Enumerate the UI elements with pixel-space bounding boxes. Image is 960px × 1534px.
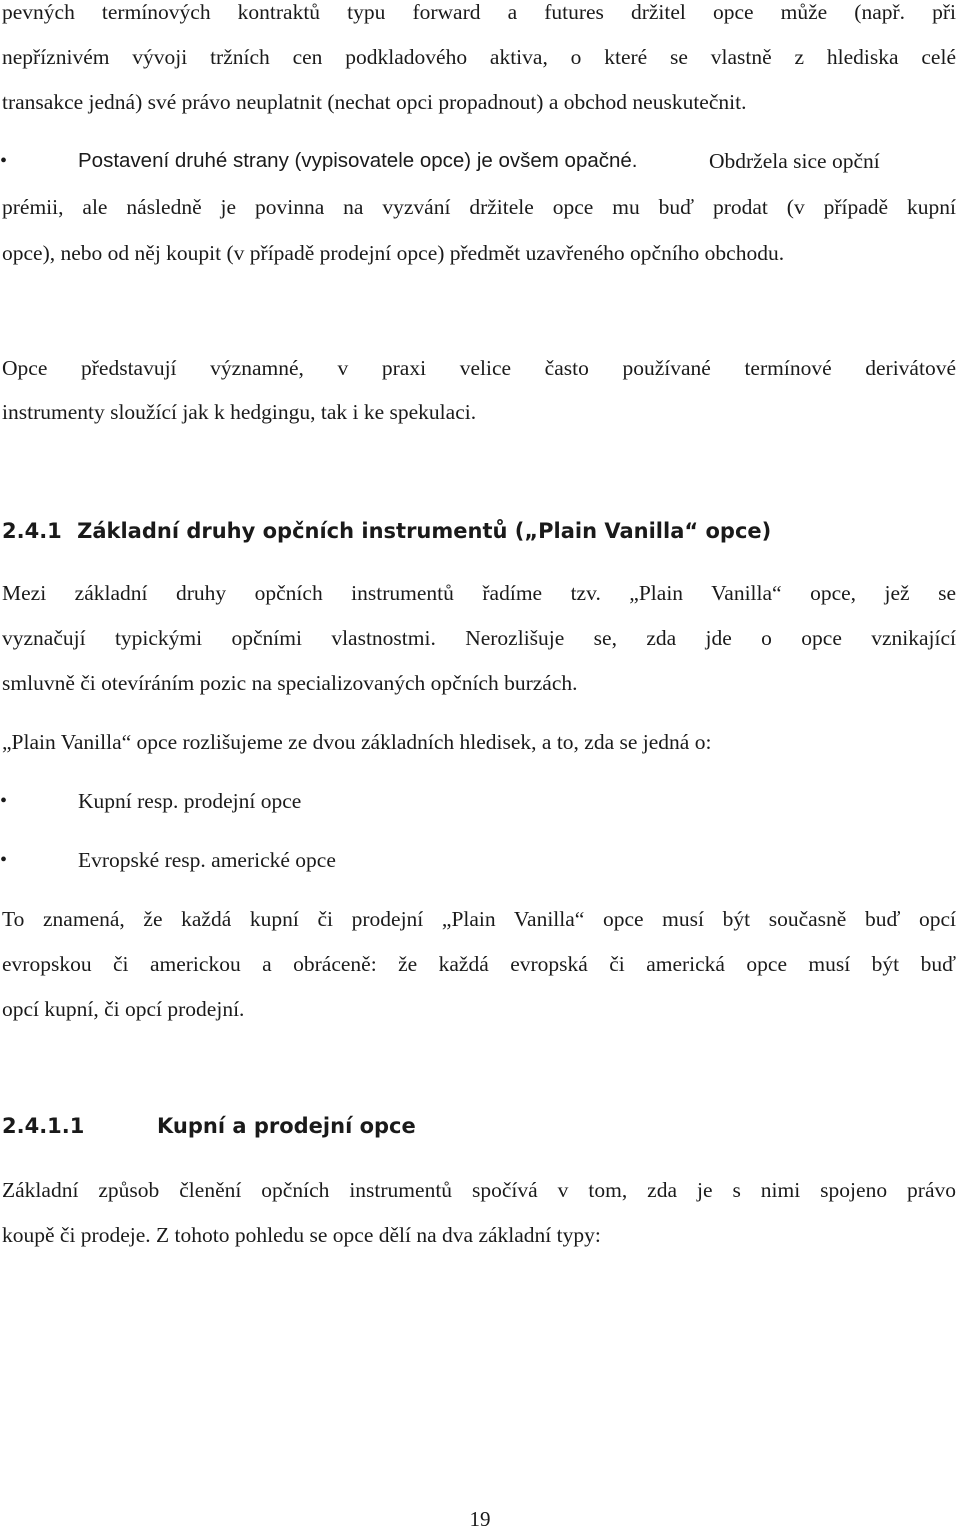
list-item — [0, 786, 956, 816]
section-title: Základní druhy opčních instrumentů („Plain Vanilla“ opce) — [77, 519, 772, 543]
instruments-line-1: Opce představují významné, v praxi velice často používané termínové derivátové — [2, 356, 956, 380]
bullet-writer-rest: Obdržela sice opční — [709, 149, 880, 173]
page-number: 19 — [469, 1507, 491, 1531]
section-number: 2.4.1.1 — [2, 1114, 85, 1138]
list-item-text: Kupní resp. prodejní opce — [78, 789, 302, 813]
intro-line-2: nepříznivém vývoji tržních cen podkladového aktiva, o které se vlastně z hlediska celé — [2, 45, 956, 69]
meaning-line-1: To znamená, že každá kupní či prodejní „Plain Vanilla“ opce musí být současně buď opcí — [2, 907, 956, 931]
section-heading-2-4-1-1 — [2, 1109, 416, 1143]
meaning-line-3: opcí kupní, či opcí prodejní. — [2, 997, 245, 1021]
bullet-marker: • — [0, 150, 8, 172]
plain-line-1: Mezi základní druhy opčních instrumentů řadíme tzv. „Plain Vanilla“ opce, jež se — [2, 581, 956, 605]
section-title: Kupní a prodejní opce — [157, 1114, 416, 1138]
bullet-marker: • — [0, 849, 8, 871]
aspects-intro: „Plain Vanilla“ opce rozlišujeme ze dvou základních hledisek, a to, zda se jedná o: — [2, 730, 712, 754]
writer-line-2: prémii, ale následně je povinna na vyzvání držitele opce mu buď prodat (v případě kupní — [2, 195, 956, 219]
bullet-marker: • — [0, 790, 8, 812]
meaning-line-2: evropskou či americkou a obráceně: že každá evropská či americká opce musí být buď — [2, 952, 956, 976]
basic-line-2: koupě či prodeje. Z tohoto pohledu se opce dělí na dva základní typy: — [2, 1223, 601, 1247]
section-number: 2.4.1 — [2, 519, 62, 543]
writer-line-3: opce), nebo od něj koupit (v případě prodejní opce) předmět uzavřeného opčního obchodu. — [2, 241, 785, 265]
bullet-writer-lead: Postavení druhé strany (vypisovatele opce) je ovšem opačné. — [78, 149, 638, 172]
basic-line-1: Základní způsob členění opčních instrumentů spočívá v tom, zda je s nimi spojeno právo — [2, 1178, 956, 1202]
list-item — [0, 845, 956, 875]
plain-line-3: smluvně či otevíráním pozic na specializovaných opčních burzách. — [2, 671, 578, 695]
plain-line-2: vyznačují typickými opčními vlastnostmi. Nerozlišuje se, zda jde o opce vznikající — [2, 626, 956, 650]
intro-line-3: transakce jedná) své právo neuplatnit (nechat opci propadnout) a obchod neuskutečnit. — [2, 90, 747, 114]
list-item-text: Evropské resp. americké opce — [78, 848, 336, 872]
intro-line-1: pevných termínových kontraktů typu forward a futures držitel opce může (např. při — [2, 0, 956, 24]
instruments-line-2: instrumenty sloužící jak k hedgingu, tak i ke spekulaci. — [2, 400, 477, 424]
section-heading-2-4-1 — [2, 514, 771, 548]
